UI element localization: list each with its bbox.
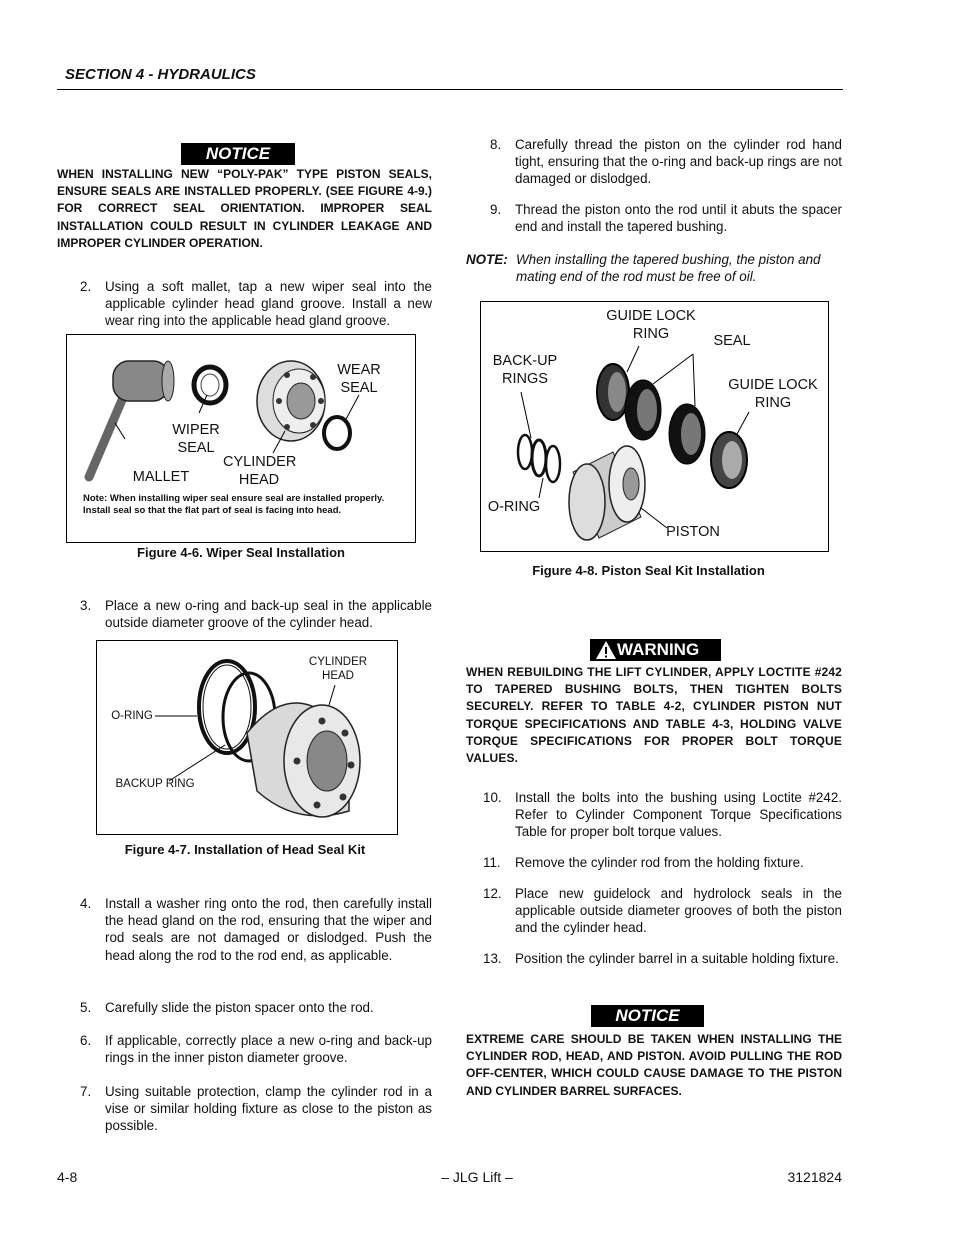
warning-text: WHEN REBUILDING THE LIFT CYLINDER, APPLY LOCTITE #242 TO TAPERED BUSHING BOLTS, THEN TIGHTEN BOLTS SECURELY. REFER TO TABLE 4-2, CYLINDER PISTON NUT TORQUE SPECIFICATIONS AND TABLE 4-3, HOLDING VALVE TORQUE SPECIFICATIONS FOR PROPER BOLT TORQUE VALUES. (466, 665, 842, 766)
note-label: NOTE: (466, 252, 508, 267)
step-text: Position the cylinder barrel in a suitable holding fixture. (515, 951, 839, 966)
step-3 (80, 597, 433, 633)
step-13 (483, 950, 842, 986)
step-number: 3. (80, 598, 92, 613)
backup-ring-label: BACKUP RING (115, 778, 195, 790)
step-11 (483, 854, 842, 872)
document-number: 3121824 (787, 1169, 842, 1185)
figure-4-8-caption: Figure 4-8. Piston Seal Kit Installation (532, 563, 765, 578)
warning-triangle-icon (595, 640, 617, 660)
note-text: When installing the tapered bushing, the piston and mating end of the rod must be free of oil. (516, 252, 821, 285)
figure-note: Note: When installing wiper seal ensure seal are installed properly. Install seal so that the flat part of seal is facing into head. (83, 493, 385, 516)
step-10 (483, 789, 842, 843)
backup-rings-label: BACK-UP RINGS (492, 353, 558, 387)
step-text: Install a washer ring onto the rod, then carefully install the head gland on the rod, ensuring that the wiper and rod seals are not damaged or dislodged. Push the head along the rod to the rod end, as applicable. (105, 896, 432, 963)
notice-badge: NOTICE (181, 143, 295, 165)
mallet-label: MALLET (132, 469, 190, 485)
guide-lock-ring-right-label: GUIDE LOCK RING (728, 377, 818, 411)
figure-4-7-caption: Figure 4-7. Installation of Head Seal Kit (124, 842, 366, 857)
step-text: Remove the cylinder rod from the holding fixture. (515, 855, 804, 870)
notice-text: WHEN INSTALLING NEW “POLY-PAK” TYPE PISTON SEALS, ENSURE SEALS ARE INSTALLED PROPERLY. (SEE FIGURE 4-9.) FOR CORRECT SEAL ORIENTATION. IMPROPER SEAL INSTALLATION COULD RESULT IN CYLINDER LEAKAGE AND IMPROPER CYLINDER OPERATION. (57, 167, 432, 250)
footer-center: – JLG Lift – (441, 1169, 513, 1185)
step-5 (80, 999, 433, 1017)
note-block (466, 251, 843, 287)
section-header: SECTION 4 - HYDRAULICS (65, 66, 256, 83)
piston-label: PISTON (666, 524, 720, 540)
figure-4-6 (66, 334, 416, 543)
step-9 (490, 201, 842, 237)
step-text: Carefully slide the piston spacer onto the rod. (105, 1000, 374, 1015)
step-number: 13. (483, 951, 502, 966)
cylinder-head-label: CYLINDER HEAD (308, 656, 368, 682)
warning-label: WARNING (617, 640, 700, 659)
seal-label: SEAL (713, 333, 751, 349)
step-number: 9. (490, 202, 502, 217)
step-text: If applicable, correctly place a new o-ring and back-up rings in the inner piston diameter groove. (105, 1033, 432, 1066)
step-number: 2. (80, 279, 92, 294)
step-number: 10. (483, 790, 502, 805)
notice-text: EXTREME CARE SHOULD BE TAKEN WHEN INSTALLING THE CYLINDER ROD, HEAD, AND PISTON. AVOID PULLING THE ROD OFF-CENTER, WHICH COULD CAUSE DAMAGE TO THE PISTON AND CYLINDER BARREL SURFACES. (466, 1032, 842, 1098)
o-ring-label: O-RING (487, 499, 541, 515)
guide-lock-ring-top-label: GUIDE LOCK RING (606, 308, 696, 342)
step-text: Thread the piston onto the rod until it abuts the spacer end and install the tapered bushing. (515, 202, 842, 235)
page-number: 4-8 (57, 1169, 78, 1185)
step-12 (483, 885, 842, 939)
step-number: 4. (80, 896, 92, 911)
step-number: 5. (80, 1000, 92, 1015)
step-text: Using suitable protection, clamp the cylinder rod in a vise or similar holding fixture as close to the piston as possible. (105, 1084, 432, 1134)
step-7 (80, 1083, 433, 1137)
notice-badge: NOTICE (591, 1005, 704, 1027)
figure-4-7 (96, 640, 398, 835)
step-6 (80, 1032, 433, 1068)
wiper-seal-label: WIPER SEAL (172, 422, 220, 456)
cylinder-head-label: CYLINDER HEAD (223, 454, 297, 488)
figure-4-6-caption: Figure 4-6. Wiper Seal Installation (137, 545, 345, 560)
step-number: 8. (490, 137, 502, 152)
warning-badge (590, 639, 721, 661)
step-number: 7. (80, 1084, 92, 1099)
step-text: Place new guidelock and hydrolock seals in the applicable outside diameter grooves of both the piston and the cylinder head. (515, 886, 842, 936)
step-2 (80, 278, 433, 332)
step-number: 6. (80, 1033, 92, 1048)
step-number: 11. (483, 855, 501, 870)
step-number: 12. (483, 886, 502, 901)
header-rule (57, 89, 843, 90)
step-text: Using a soft mallet, tap a new wiper seal into the applicable cylinder head gland groove. Install a new wear ring into the applicable head gland groove. (105, 279, 432, 329)
figure-4-8 (480, 301, 829, 552)
step-text: Place a new o-ring and back-up seal in the applicable outside diameter groove of the cylinder head. (105, 598, 432, 631)
wear-seal-label: WEAR SEAL (337, 362, 381, 396)
step-text: Carefully thread the piston on the cylinder rod hand tight, ensuring that the o-ring and back-up rings are not damaged or dislodged. (515, 137, 842, 187)
o-ring-label: O-RING (111, 710, 153, 722)
step-4 (80, 895, 433, 985)
step-text: Install the bolts into the bushing using Loctite #242. Refer to Cylinder Component Torque Specifications Table for proper bolt torque values. (515, 790, 842, 840)
step-8 (490, 136, 842, 190)
